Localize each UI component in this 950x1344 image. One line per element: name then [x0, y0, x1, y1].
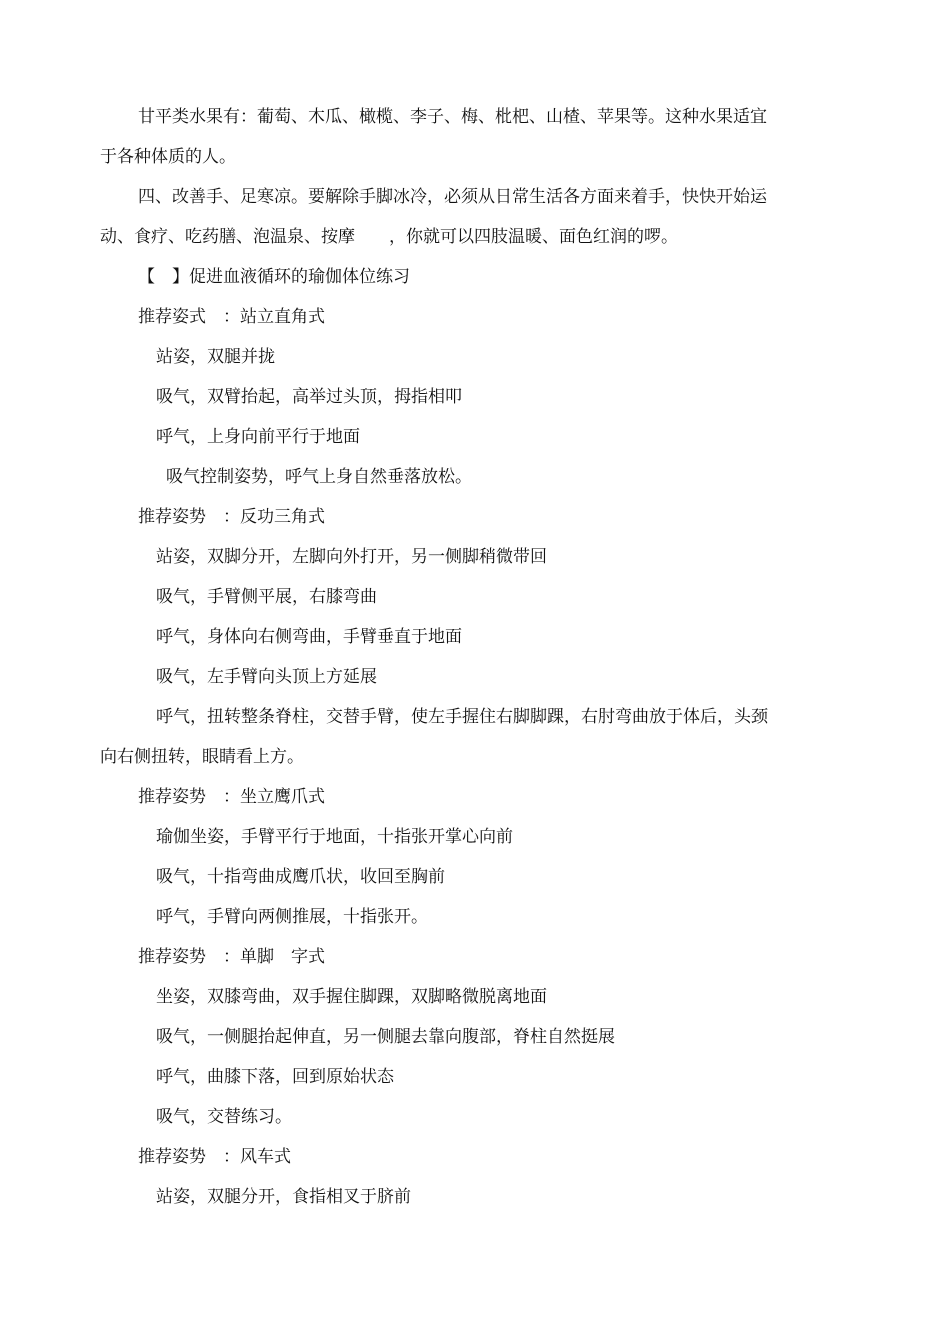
instruction-line: 呼气，扭转整条脊柱，交替手臂，使左手握住右脚脚踝，右肘弯曲放于体后，头颈: [156, 707, 768, 727]
instruction-line: 呼气，身体向右侧弯曲，手臂垂直于地面: [156, 627, 462, 647]
paragraph-line: 甘平类水果有：葡萄、木瓜、橄榄、李子、梅、枇杷、山楂、苹果等。这种水果适宜: [138, 107, 767, 127]
pose-heading: 推荐姿势 ：风车式: [138, 1147, 291, 1167]
instruction-line: 向右侧扭转，眼睛看上方。: [100, 747, 304, 767]
pose-heading: 推荐姿势 ：单脚 字式: [138, 947, 325, 967]
instruction-line: 吸气，手臂侧平展，右膝弯曲: [156, 587, 377, 607]
instruction-line: 吸气，双臂抬起，高举过头顶，拇指相叩: [156, 387, 462, 407]
instruction-line: 吸气，十指弯曲成鹰爪状，收回至胸前: [156, 867, 445, 887]
pose-heading: 推荐姿势 ：反功三角式: [138, 507, 325, 527]
instruction-line: 瑜伽坐姿，手臂平行于地面，十指张开掌心向前: [156, 827, 513, 847]
pose-heading: 推荐姿式 ：站立直角式: [138, 307, 325, 327]
instruction-line: 呼气，手臂向两侧推展，十指张开。: [156, 907, 428, 927]
instruction-line: 呼气，上身向前平行于地面: [156, 427, 360, 447]
instruction-line: 吸气，左手臂向头顶上方延展: [156, 667, 377, 687]
paragraph-line: 动、食疗、吃药膳、泡温泉、按摩 ，你就可以四肢温暖、面色红润的啰。: [100, 227, 678, 247]
instruction-line: 坐姿，双膝弯曲，双手握住脚踝，双脚略微脱离地面: [156, 987, 547, 1007]
instruction-line: 呼气，曲膝下落，回到原始状态: [156, 1067, 394, 1087]
pose-heading: 推荐姿势 ：坐立鹰爪式: [138, 787, 325, 807]
instruction-line: 站姿，双腿并拢: [156, 347, 275, 367]
instruction-line: 吸气控制姿势，呼气上身自然垂落放松。: [166, 467, 472, 487]
instruction-line: 吸气，交替练习。: [156, 1107, 292, 1127]
instruction-line: 吸气，一侧腿抬起伸直，另一侧腿去靠向腹部，脊柱自然挺展: [156, 1027, 615, 1047]
instruction-line: 站姿，双腿分开，食指相叉于脐前: [156, 1187, 411, 1207]
instruction-line: 站姿，双脚分开，左脚向外打开，另一侧脚稍微带回: [156, 547, 547, 567]
section-heading: 【 】促进血液循环的瑜伽体位练习: [138, 267, 410, 287]
paragraph-line: 于各种体质的人。: [100, 147, 236, 167]
paragraph-line: 四、改善手、足寒凉。要解除手脚冰冷，必须从日常生活各方面来着手，快快开始运: [138, 187, 767, 207]
